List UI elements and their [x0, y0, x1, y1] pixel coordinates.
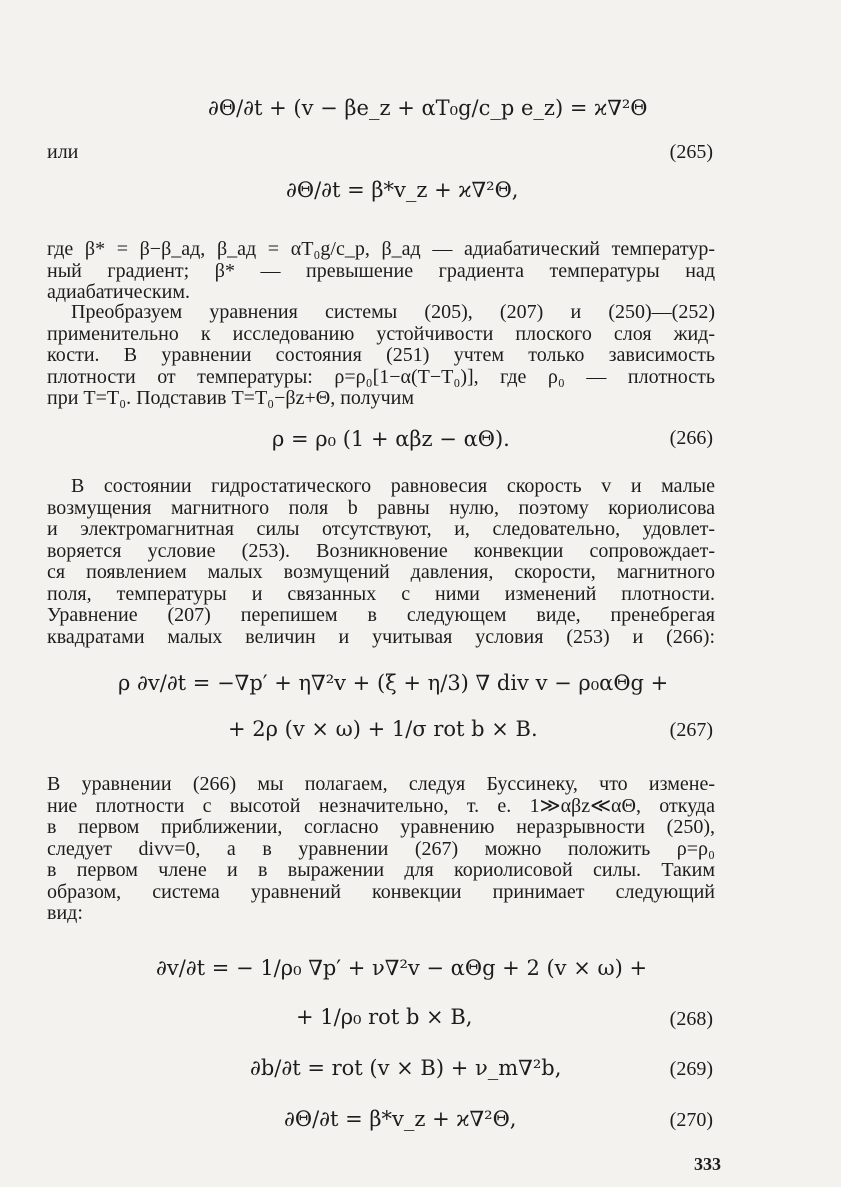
text-line: воряется условие (253). Возникновение конвекции сопровождает- [47, 539, 715, 562]
text-line: возмущения магнитного поля b равны нулю, поэтому кориолисова [47, 496, 715, 519]
equation-number-265: (265) [669, 141, 713, 163]
paragraph-transform [47, 302, 715, 410]
text-line: при T=T₀. Подставив T=T₀−βz+Θ, получим [47, 387, 415, 409]
text-line: В состоянии гидростатического равновесия скорость v и малые [71, 475, 715, 497]
equation-number-269: (269) [669, 1058, 713, 1080]
text-line: Преобразуем уравнения системы (205), (207) и (250)—(252) [71, 301, 715, 323]
text-line: плотности от температуры: ρ=ρ₀[1−α(T−T₀)], где ρ₀ — плотность [47, 365, 715, 388]
text-line: В уравнении (266) мы полагаем, следуя Буссинеку, что измене- [47, 773, 715, 795]
text-line: вид: [47, 902, 83, 924]
equation-number-268: (268) [669, 1008, 713, 1030]
equation-268-first: ∂v/∂t = − 1/ρ₀ ∇p′ + ν∇²v − αΘg + 2 (v × ω) + [156, 956, 648, 980]
text-line: в первом приближении, согласно уравнению неразрывности (250), [47, 816, 715, 838]
paragraph-equilibrium [47, 476, 715, 648]
page-number: 333 [694, 1154, 721, 1174]
paragraph-definitions [47, 239, 715, 304]
equation-269: ∂b/∂t = rot (v × B) + ν_m∇²b, [250, 1056, 562, 1080]
text-line: квадратами малых величин и учитывая условия (253) и (266): [47, 625, 715, 648]
text-line: кости. В уравнении состояния (251) учтем только зависимость [47, 344, 715, 366]
text-line: поля, температуры и связанных с ними изменений плотности. [47, 582, 715, 605]
text-line: следует divv=0, а в уравнении (267) можно положить ρ=ρ₀ [47, 837, 715, 860]
equation-number-267: (267) [669, 719, 713, 741]
text-line: Уравнение (207) перепишем в следующем виде, пренебрегая [47, 604, 715, 626]
text-line: ся появлением малых возмущений давления, скорости, магнитного [47, 561, 715, 583]
text-line: применительно к исследованию устойчивости плоского слоя жид- [47, 322, 715, 345]
equation-265-first: ∂Θ/∂t + (v − βe_z + αT₀g/c_p e_z) = ϰ∇²Θ [208, 96, 648, 120]
equation-270: ∂Θ/∂t = β*v_z + ϰ∇²Θ, [284, 1107, 517, 1131]
equation-268-second: + 1/ρ₀ rot b × B, [296, 1005, 473, 1029]
equation-267-first: ρ ∂v/∂t = −∇p′ + η∇²v + (ξ + η/3) ∇ div v − ρ₀αΘg + [118, 671, 669, 695]
text-line: ние плотности с высотой незначительно, т. е. 1≫αβz≪αΘ, откуда [47, 794, 715, 817]
text-line: где β* = β−β_ад, β_ад = αT₀g/c_p, β_ад — адиабатический температур- [47, 238, 715, 260]
text-line: образом, система уравнений конвекции принимает следующий [47, 880, 715, 903]
equation-number-270: (270) [669, 1109, 713, 1131]
text-line: ный градиент; β* — превышение градиента температуры над [47, 259, 715, 282]
paragraph-boussinesq [47, 774, 715, 925]
equation-number-266: (266) [669, 427, 713, 449]
equation-266: ρ = ρ₀ (1 + αβz − αΘ). [272, 427, 510, 451]
equation-267-second: + 2ρ (v × ω) + 1/σ rot b × B. [228, 717, 538, 741]
text-line: адиабатическим. [47, 281, 190, 303]
or-word: или [47, 141, 79, 163]
text-line: в первом члене и в выражении для кориолисовой силы. Таким [47, 859, 715, 881]
equation-265-second: ∂Θ/∂t = β*v_z + ϰ∇²Θ, [286, 178, 519, 202]
text-line: и электромагнитная силы отсутствуют, и, следовательно, удовлет- [47, 518, 715, 540]
